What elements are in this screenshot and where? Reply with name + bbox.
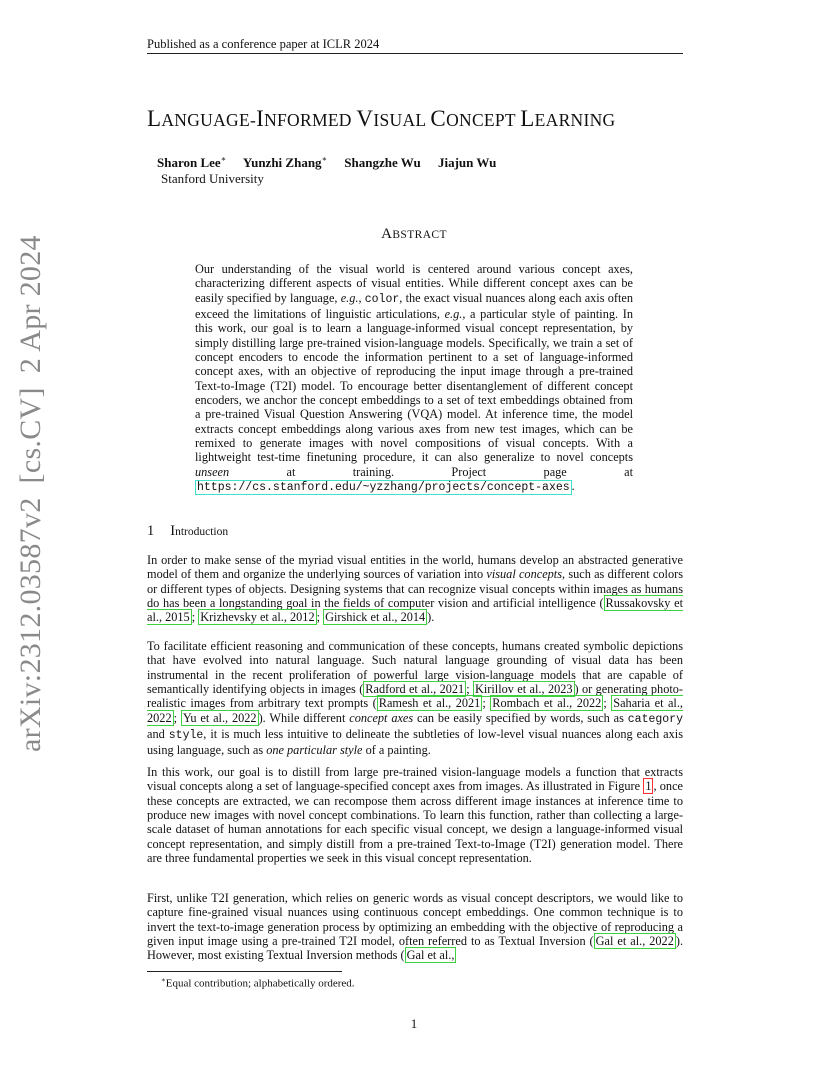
header-rule [147,53,683,54]
citation-link[interactable]: Saharia et al., 2022 [147,696,683,725]
abstract-text: Our understanding of the visual world is centered around various concept axes, characterizing different aspects of visual entities. While different concept axes can be easily specified by language, e.g., color, the exact visual nuances along each axis often exceed the limitations of linguistic articulations, e.g., a particular style of painting. In this work, our goal is to learn a language-informed visual concept representation, by simply distilling large pre-trained vision-language models. Specifically, we train a set of concept encoders to encode the information pertinent to a set of language-informed concept axes, with an objective of reproducing the input image through a pre-trained Text-to-Image (T2I) model. To encourage better disentanglement of different concept encoders, we anchor the concept embeddings to a set of text embeddings obtained from a pre-trained Visual Question Answering (VQA) model. At inference time, the model extracts concept embeddings along various axes from new test images, which can be remixed to generate images with novel compositions of visual concepts. With a lightweight test-time finetuning procedure, it can also generalize to novel concepts unseen at training. Project page at https://cs.stanford.edu/~yzzhang/projects/concept-axes . [195,262,633,495]
author-list [157,155,510,171]
citation-link[interactable]: Yu et al., 2022 [182,710,257,725]
citation-link[interactable]: Gal et al., 2022 [595,934,674,949]
author-name: Shangzhe Wu [344,155,421,171]
author-name: Jiajun Wu [437,155,497,171]
intro-paragraph-1: In order to make sense of the myriad visual entities in the world, humans develop an abstracted generative model of them and organize the underlying sources of variation into visual concepts, such as different colors or different types of objects. Designing systems that can recognize visual concepts within images as humans do has been a longstanding goal in the fields of computer vision and artificial intelligence ( Russakovsky et al., 2015 ; Krizhevsky et al., 2012 ; Girshick et al., 2014 ). [147,553,683,625]
section-heading: 1 Introduction [147,523,229,539]
citation-link[interactable]: Rombach et al., 2022 [492,696,602,711]
footnote: ∗Equal contribution; alphabetically ordered. [161,976,355,990]
intro-paragraph-2: To facilitate efficient reasoning and communication of these concepts, humans created symbolic depictions that have evolved into natural language. Such natural language grounding of visual data has been instrumental in the recent proliferation of powerful large vision-language models that are capable of semantically identifying objects in images ( Radford et al., 2021 ; Kirillov et al., 2023 ) or generating photo-realistic images from arbitrary text prompts ( Ramesh et al., 2021 ; Rombach et al., 2022 ; Saharia et al., 2022 ; Yu et al., 2022 ). While different concept axes can be easily specified by words, such as category and style, it is much less intuitive to delineate the subtleties of low-level visual nuances along each axis using language, such as one particular style of a painting. [147,639,683,758]
abstract-heading: ABSTRACT [381,226,447,242]
project-url-link[interactable]: https://cs.stanford.edu/~yzzhang/projects/concept-axes [197,481,570,495]
affiliation: Stanford University [161,171,264,186]
citation-link[interactable]: Radford et al., 2021 [365,682,465,697]
intro-paragraph-3: In this work, our goal is to distill from large pre-trained vision-language models a function that extracts visual concepts along a set of language-specified concept axes from images. As illustrated in Figure 1 , once these concepts are extracted, we can recompose them across different image instances at inference time to produce new images with novel concept combinations. To learn this function, rather than collecting a large-scale dataset of human annotations for each specific visual concept, we design a language-informed visual concept representation, and simply distill from a pre-trained Text-to-Image (T2I) generation model. There are three fundamental properties we seek in this visual concept representation. [147,765,683,866]
author-name: Yunzhi Zhang∗ [242,155,327,171]
citation-link[interactable]: Krizhevsky et al., 2012 [200,610,315,625]
paper-title: LANGUAGE-INFORMED VISUAL CONCEPT LEARNING [147,106,616,131]
arxiv-stamp: arXiv:2312.03587v2[cs.CV]2 Apr 2024 [14,235,47,752]
citation-link[interactable]: Kirillov et al., 2023 [475,682,573,697]
citation-link[interactable]: Gal et al., [406,948,455,963]
intro-paragraph-4: First, unlike T2I generation, which relies on generic words as visual concept descriptors, we would like to capture fine-grained visual nuances using continuous concept embeddings. One common technique is to invert the text-to-image generation process by optimizing an embedding with the objective of reproducing a given input image using a pre-trained T2I model, often referred to as Textual Inversion ( Gal et al., 2022 ). However, most existing Textual Inversion methods ( Gal et al., [147,891,684,963]
figure-ref-link[interactable]: 1 [645,779,652,794]
footnote-rule [147,971,342,972]
citation-link[interactable]: Ramesh et al., 2021 [378,696,481,711]
page-number: 1 [410,1016,418,1031]
author-name: Sharon Lee∗ [157,155,227,171]
citation-link[interactable]: Russakovsky et al., 2015 [147,596,683,625]
citation-link[interactable]: Girshick et al., 2014 [325,610,426,625]
running-header: Published as a conference paper at ICLR 2024 [147,37,380,51]
